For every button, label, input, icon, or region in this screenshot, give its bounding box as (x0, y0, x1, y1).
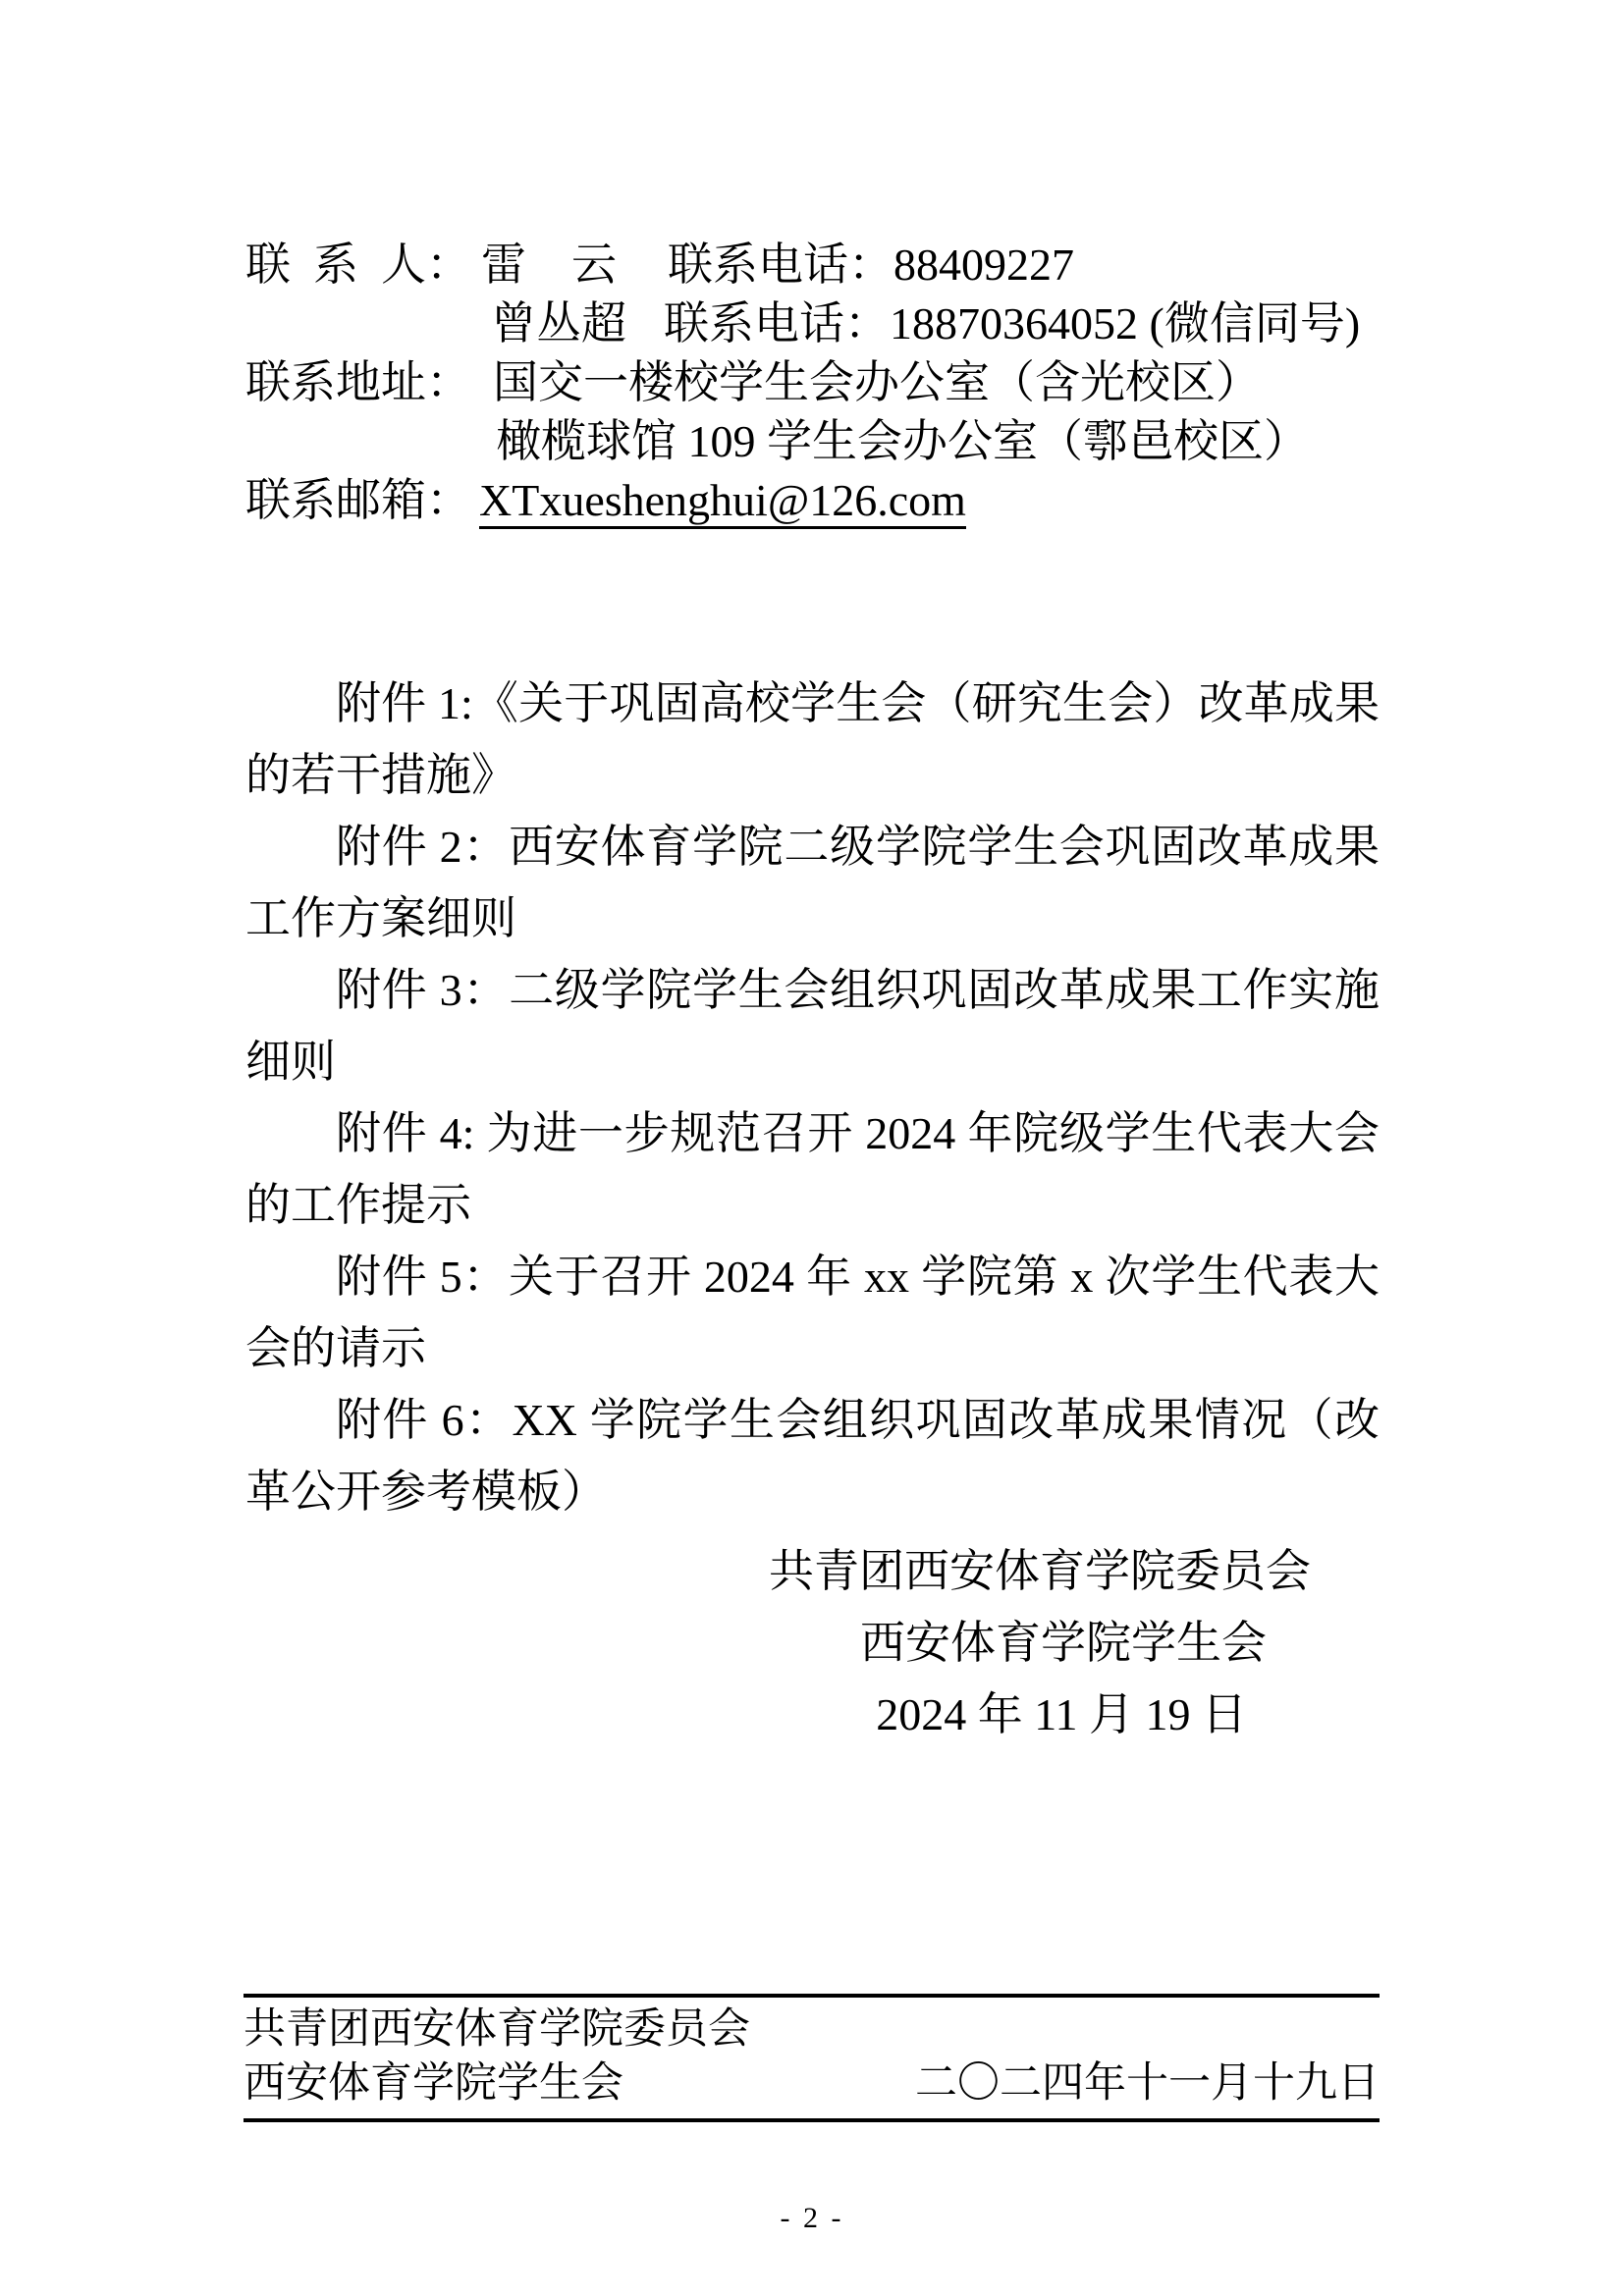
attachment-item-4: 附件 4: 为进一步规范召开 2024 年院级学生代表大会的工作提示 (245, 1108, 1380, 1230)
attachment-item-3: 附件 3：二级学院学生会组织巩固改革成果工作实施细则 (245, 965, 1380, 1087)
contact-address-label: 联系地址： (245, 357, 471, 407)
footer-row-2 (244, 2056, 1380, 2110)
attachment-item-1: 附件 1:《关于巩固高校学生会（研究生会）改革成果的若干措施》 (245, 678, 1380, 800)
footer-org-1: 共青团西安体育学院委员会 (244, 2006, 750, 2053)
contact-info-section (245, 236, 1380, 530)
contact-address-1: 国交一楼校学生会办公室（含光校区） (493, 357, 1261, 407)
contact-phone-2-label: 联系电话： (664, 298, 890, 348)
contact-address-line-2 (245, 412, 1380, 471)
page-number: - 2 - (780, 2202, 844, 2234)
attachment-item-2: 附件 2：西安体育学院二级学院学生会巩固改革成果工作方案细则 (245, 822, 1380, 943)
footer-date: 二〇二四年十一月十九日 (915, 2060, 1380, 2107)
contact-email-link[interactable]: XTxueshenghui@126.com (479, 475, 966, 529)
signature-block (245, 1535, 1380, 1750)
footer-org-2: 西安体育学院学生会 (244, 2060, 623, 2107)
contact-phone-1-label: 联系电话： (668, 240, 893, 290)
contact-person-line-2 (245, 294, 1380, 353)
contact-address-line-1 (245, 353, 1380, 412)
document-body (245, 236, 1380, 1750)
contact-person-1-name: 雷 云 (481, 240, 617, 290)
signature-org-1: 共青团西安体育学院委员会 (769, 1546, 1311, 1596)
contact-person-line-1 (245, 236, 1380, 294)
contact-phone-2-number: 18870364052 (微信同号) (890, 298, 1361, 348)
attachment-item-6: 附件 6：XX 学院学生会组织巩固改革成果情况（改革公开参考模板） (245, 1395, 1380, 1517)
contact-email-line (245, 471, 1380, 530)
signature-org-2: 西安体育学院学生会 (860, 1618, 1267, 1668)
contact-email-label: 联系邮箱： (245, 475, 471, 525)
contact-person-label: 联 系 人： (245, 240, 471, 290)
contact-address-2: 橄榄球馆 109 学生会办公室（鄠邑校区） (496, 416, 1309, 466)
attachments-list (245, 667, 1380, 1527)
signature-date: 2024 年 11 月 19 日 (876, 1689, 1247, 1739)
contact-phone-1-number: 88409227 (893, 240, 1074, 290)
contact-person-2-name: 曾丛超 (491, 298, 626, 348)
footer (244, 1994, 1380, 2122)
attachment-item-5: 附件 5：关于召开 2024 年 xx 学院第 x 次学生代表大会的请示 (245, 1252, 1380, 1373)
